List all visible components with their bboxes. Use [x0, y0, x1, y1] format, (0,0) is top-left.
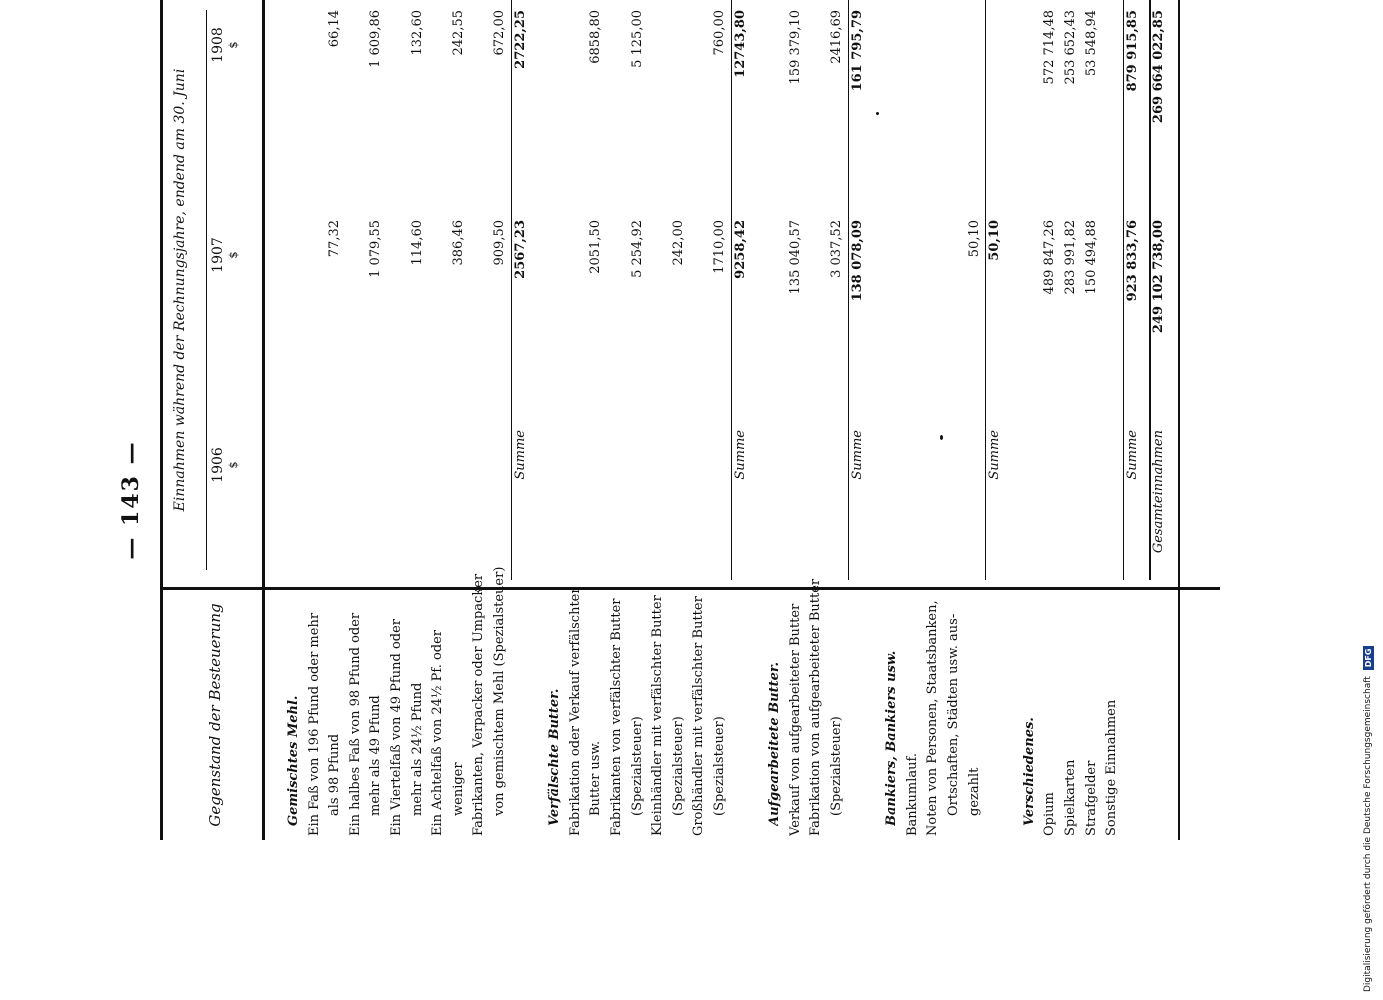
row-label: Verschiedenes. — [1021, 717, 1037, 826]
cell-1907: 12743,80 — [732, 10, 748, 78]
row-label: Verfälschte Butter. — [547, 688, 563, 826]
unit-label: $ — [227, 41, 240, 49]
receipts-column-header: Einnahmen während der Rechnungsjahre, endend am 30. Juni — [172, 68, 188, 512]
page-number: — 143 — — [118, 440, 144, 560]
year-label: 1907 — [210, 237, 226, 273]
cell-1907: 269 664 022,85 — [1151, 10, 1167, 124]
cell-1907: 66,14 — [327, 10, 343, 48]
row-label: (Spezialsteuer) — [829, 716, 844, 816]
sum-rule — [1123, 0, 1124, 580]
cell-1906: 2051,50 — [588, 220, 604, 274]
dfg-logo: DFG — [1363, 646, 1374, 671]
row-label: weniger — [450, 762, 466, 816]
row-label: Ortschaften, Städten usw. aus- — [946, 613, 961, 816]
cell-1907: 242,55 — [450, 10, 466, 56]
sum-rule — [731, 0, 732, 580]
row-label: Bankiers, Bankiers usw. — [884, 650, 900, 826]
cell-1907: 132,60 — [409, 10, 425, 56]
cell-1907: 253 652,43 — [1063, 10, 1078, 85]
row-label: Aufgearbeitete Butter. — [767, 661, 783, 826]
row-label: (Spezialsteuer) — [712, 716, 727, 816]
row-label: Kleinhändler mit verfälschter Butter — [650, 595, 666, 836]
cell-1907: 760,00 — [712, 10, 727, 56]
row-label: Strafgelder — [1083, 760, 1099, 836]
year-span-rule — [206, 10, 207, 570]
year-header-1906 — [210, 350, 242, 580]
unit-label: $ — [227, 461, 240, 469]
cell-1906: 923 833,76 — [1124, 220, 1140, 302]
year-label: 1906 — [210, 447, 226, 483]
subject-column-header: Gegenstand der Besteuerung — [206, 603, 224, 827]
row-label: Fabrikation oder Verkauf verfälschter — [567, 587, 583, 836]
row-label: Summe — [1124, 430, 1140, 480]
row-label: Spielkarten — [1063, 759, 1078, 836]
cell-1907: 879 915,85 — [1124, 10, 1140, 92]
ink-speck — [940, 435, 943, 440]
cell-1906: 909,50 — [492, 220, 507, 266]
cell-1906: 135 040,57 — [787, 220, 803, 295]
cell-1906: 242,00 — [670, 220, 686, 266]
row-label: Gesamteinnahmen — [1151, 430, 1167, 554]
cell-1906: 138 078,09 — [849, 220, 865, 302]
row-label: Noten von Personen, Staatsbanken, — [925, 600, 941, 836]
cell-1907: 53 548,94 — [1083, 10, 1099, 77]
cell-1906: 2567,23 — [512, 220, 528, 279]
row-label: Summe — [849, 430, 865, 480]
row-label: mehr als 49 Pfund — [368, 695, 384, 816]
row-label: von gemischtem Mehl (Spezialsteuer) — [492, 566, 507, 816]
cell-1907: 1 609,86 — [368, 10, 384, 68]
cell-1906: 283 991,82 — [1063, 220, 1078, 295]
row-label: (Spezialsteuer) — [629, 716, 645, 816]
year-label: 1908 — [210, 27, 226, 63]
year-header-1907 — [210, 140, 242, 370]
row-label: Ein Achtelfaß von 24½ Pf. oder — [430, 629, 446, 836]
cell-1906: 1 079,55 — [368, 220, 384, 278]
row-label: Butter usw. — [588, 740, 604, 816]
cell-1906: 150 494,88 — [1083, 220, 1099, 295]
cell-1906: 249 102 738,00 — [1151, 220, 1167, 334]
cell-1907: 6858,80 — [588, 10, 604, 64]
row-label: Ein Viertelfaß von 49 Pfund oder — [389, 619, 404, 836]
cell-1906: 50,10 — [966, 220, 982, 258]
cell-1907: 572 714,48 — [1042, 10, 1058, 85]
cell-1906: 3 037,52 — [829, 220, 844, 278]
row-label: Gemischtes Mehl. — [286, 695, 301, 826]
table-bottom-rule — [1178, 0, 1180, 840]
row-label: Opium — [1042, 792, 1058, 836]
row-label: Summe — [512, 430, 528, 480]
row-label: Summe — [987, 430, 1003, 480]
row-label: (Spezialsteuer) — [670, 716, 686, 816]
cell-1906: 5 254,92 — [629, 220, 645, 278]
cell-1907: 672,00 — [492, 10, 507, 56]
row-label: Fabrikanten von verfälschter Butter — [609, 598, 624, 836]
row-label: als 98 Pfund — [327, 733, 343, 816]
cell-1907: 5 125,00 — [629, 10, 645, 68]
table-top-rule — [160, 0, 163, 840]
row-label: Fabrikanten, Verpacker oder Umpacker — [471, 573, 487, 836]
cell-1906: 1710,00 — [712, 220, 727, 274]
cell-1906: 386,46 — [450, 220, 466, 266]
row-label: Ein halbes Faß von 98 Pfund oder — [347, 612, 363, 836]
row-label: mehr als 24½ Pfund — [409, 682, 425, 816]
cell-1906: 50,10 — [987, 220, 1003, 261]
cell-1907: 2416,69 — [829, 10, 844, 64]
cell-1906: 77,32 — [327, 220, 343, 258]
year-header-1908 — [210, 0, 242, 160]
cell-1907: 2722,25 — [512, 10, 528, 69]
cell-1906: 489 847,26 — [1042, 220, 1058, 295]
cell-1906: 9258,42 — [732, 220, 748, 279]
cell-1907: 161 795,79 — [849, 10, 865, 92]
row-label: Ein Faß von 196 Pfund oder mehr — [306, 612, 322, 836]
digitization-credit — [1362, 602, 1374, 992]
sum-rule — [985, 0, 986, 580]
row-label: Sonstige Einnahmen — [1104, 699, 1120, 836]
row-label: Verkauf von aufgearbeiteter Butter — [787, 603, 803, 836]
row-label: Bankumlauf. — [904, 752, 920, 836]
row-label: Großhändler mit verfälschter Butter — [691, 596, 707, 836]
digitization-note: Digitalisierung gefördert durch die Deutsche Forschungsgemeinschaft — [1363, 676, 1373, 992]
row-label: gezahlt — [966, 767, 982, 816]
cell-1907: 159 379,10 — [787, 10, 803, 85]
sum-rule — [511, 0, 512, 580]
cell-1906: 114,60 — [409, 220, 425, 266]
sum-rule — [848, 0, 849, 580]
row-label: Fabrikation von aufgearbeiteter Butter — [808, 578, 824, 836]
row-label: Summe — [732, 430, 748, 480]
unit-label: $ — [227, 251, 240, 259]
ink-speck — [876, 112, 879, 115]
